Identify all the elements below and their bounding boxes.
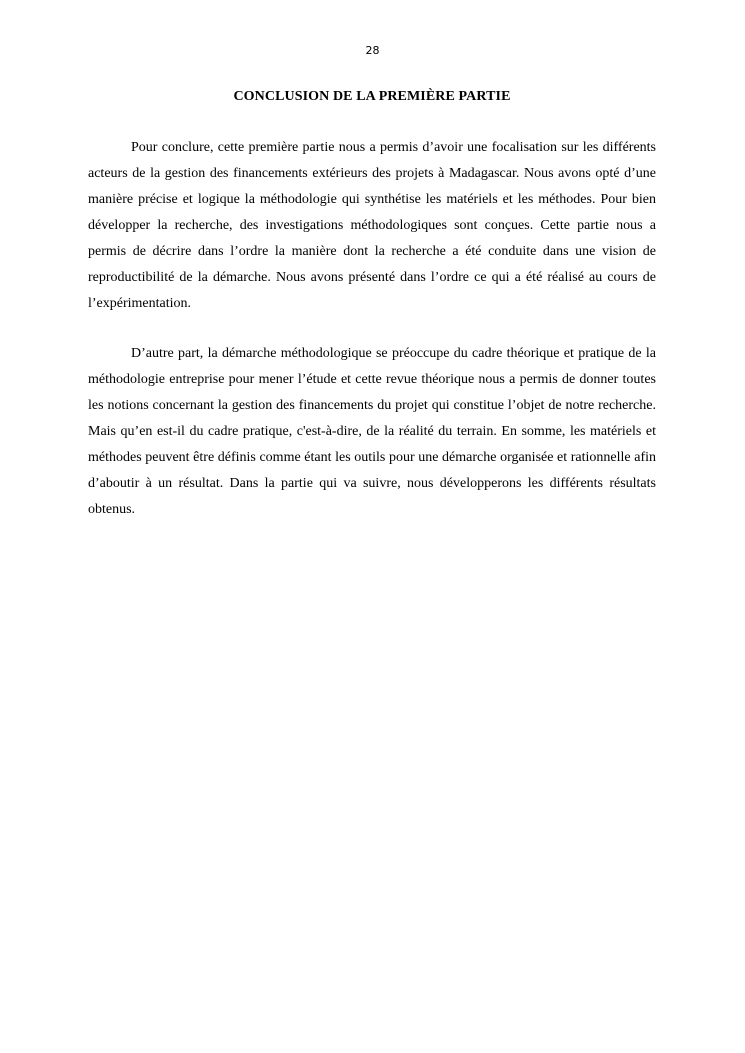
paragraph-text: Pour conclure, cette première partie nous a permis d’avoir une focalisation sur les différents acteurs de la gestion des financements extérieurs des projets à Madagascar. Nous avons opté d’une manière précise et logique la méthodologie qui synthétise les matériels et les méthodes. Pour bien développer la recherche, des investigations méthodologiques sont conçues. Cette partie nous a permis de décrire dans l’ordre la manière dont la recherche a été conduite dans une vision de reproductibilité de la démarche. Nous avons présenté dans l’ordre ce qui a été réalisé au cours de l’expérimentation. [88, 140, 656, 311]
paragraph-conclusion [88, 135, 656, 317]
paragraph-methodology [88, 341, 656, 523]
section-title: CONCLUSION DE LA PREMIÈRE PARTIE [233, 89, 511, 104]
page-number: 28 [365, 44, 380, 57]
paragraph-text: D’autre part, la démarche méthodologique se préoccupe du cadre théorique et pratique de la méthodologie entreprise pour mener l’étude et cette revue théorique nous a permis de donner toutes les notions concernant la gestion des financements du projet qui constitue l’objet de notre recherche. Mais qu’en est-il du cadre pratique, c'est-à-dire, de la réalité du terrain. En somme, les matériels et méthodes peuvent être définis comme étant les outils pour une démarche organisée et rationnelle afin d’aboutir à un résultat. Dans la partie qui va suivre, nous développerons les différents résultats obtenus. [88, 346, 656, 517]
